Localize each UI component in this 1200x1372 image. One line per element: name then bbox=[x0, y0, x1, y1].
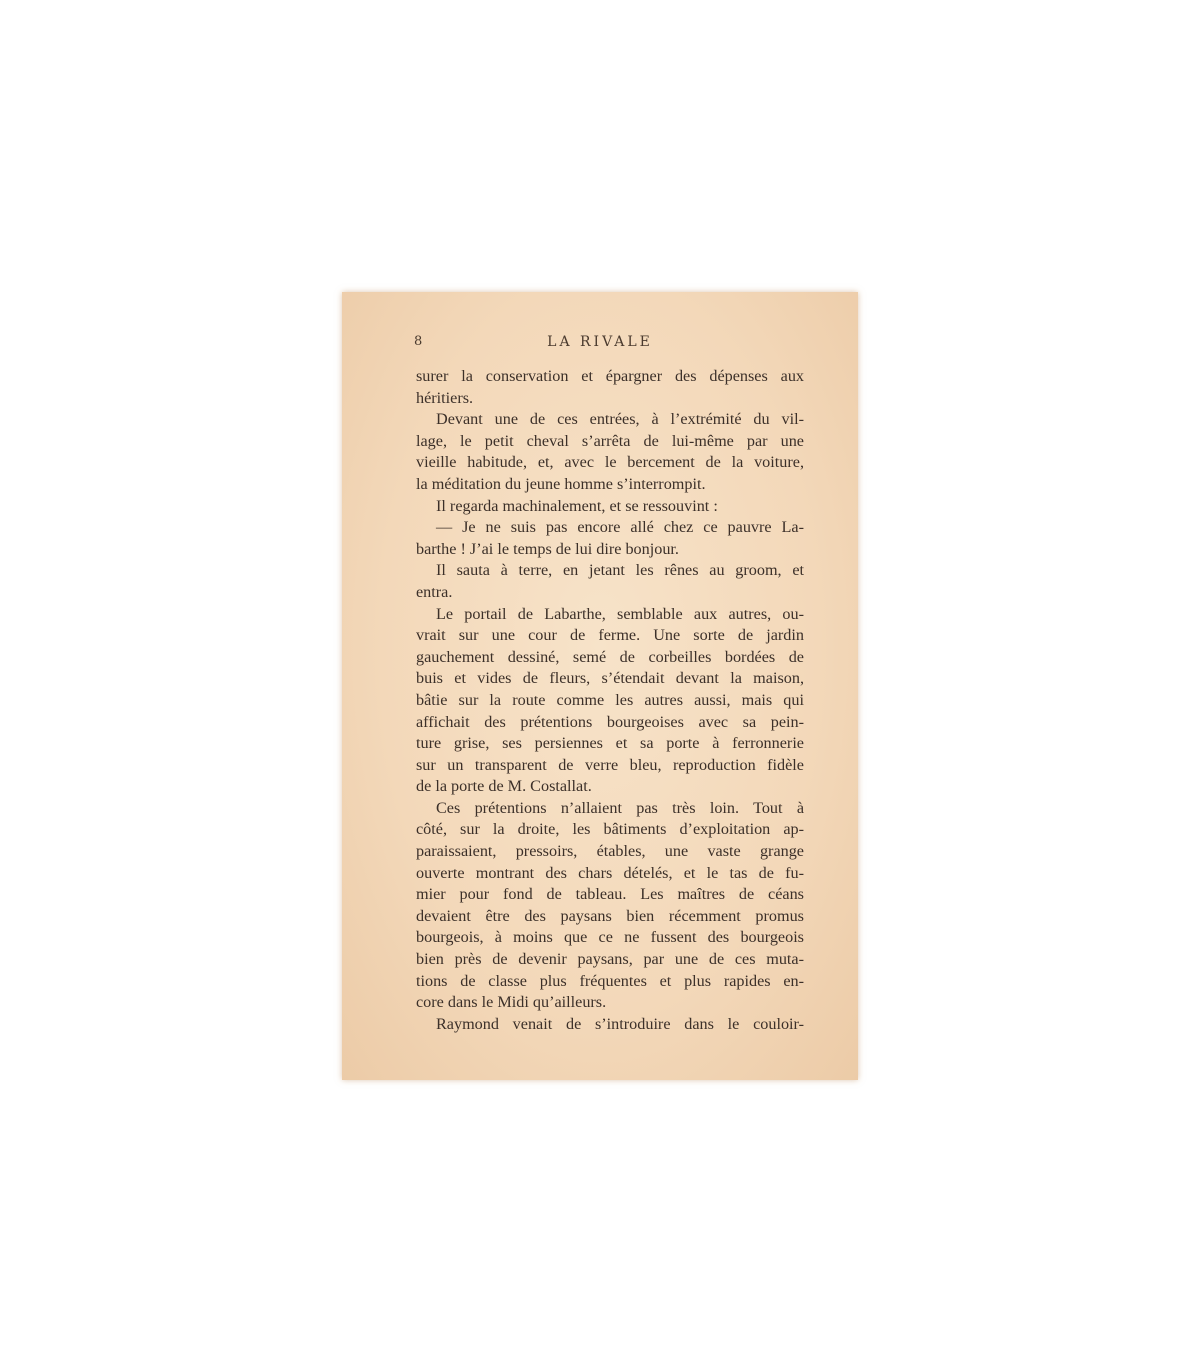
text-line: Devant une de ces entrées, à l’extrémité du vil- bbox=[436, 410, 804, 429]
text-line: de la porte de M. Costallat. bbox=[416, 777, 592, 796]
text-line: Il regarda machinalement, et se ressouvint : bbox=[436, 496, 718, 515]
text-line: bourgeois, à moins que ce ne fussent des bourgeois bbox=[416, 928, 804, 947]
running-title: LA RIVALE bbox=[547, 334, 653, 350]
text-line: bâtie sur la route comme les autres aussi, mais qui bbox=[416, 690, 804, 709]
text-line: buis et vides de fleurs, s’étendait devant la maison, bbox=[416, 669, 804, 688]
page-number: 8 bbox=[414, 334, 423, 349]
text-line: Le portail de Labarthe, semblable aux autres, ou- bbox=[436, 604, 804, 623]
text-line: héritiers. bbox=[416, 388, 474, 407]
book-page bbox=[342, 292, 858, 1080]
text-line: affichait des prétentions bourgeoises avec sa pein- bbox=[416, 712, 804, 731]
text-line: sur un transparent de verre bleu, reproduction fidèle bbox=[416, 755, 804, 774]
page-header bbox=[342, 334, 858, 354]
text-line: devaient être des paysans bien récemment promus bbox=[416, 906, 804, 925]
text-line: Ces prétentions n’allaient pas très loin. Tout à bbox=[436, 798, 804, 817]
text-line: vieille habitude, et, avec le bercement de la voiture, bbox=[416, 453, 804, 472]
text-line: ture grise, ses persiennes et sa porte à ferronnerie bbox=[416, 734, 804, 753]
text-line: core dans le Midi qu’ailleurs. bbox=[416, 993, 607, 1012]
text-line: bien près de devenir paysans, par une de ces muta- bbox=[416, 950, 804, 969]
text-line: entra. bbox=[416, 582, 453, 601]
text-line: Il sauta à terre, en jetant les rênes au groom, et bbox=[436, 561, 804, 580]
text-line: la méditation du jeune homme s’interrompit. bbox=[416, 474, 706, 493]
body-text bbox=[416, 366, 804, 1035]
text-line: — Je ne suis pas encore allé chez ce pauvre La- bbox=[436, 518, 804, 537]
text-line: lage, le petit cheval s’arrêta de lui-même par une bbox=[416, 431, 804, 450]
text-line: paraissaient, pressoirs, étables, une vaste grange bbox=[416, 842, 804, 861]
text-line: mier pour fond de tableau. Les maîtres de céans bbox=[416, 885, 804, 904]
text-line: vrait sur une cour de ferme. Une sorte de jardin bbox=[416, 626, 804, 645]
text-line: côté, sur la droite, les bâtiments d’exploitation ap- bbox=[416, 820, 804, 839]
text-line: gauchement dessiné, semé de corbeilles bordées de bbox=[416, 647, 804, 666]
text-line: surer la conservation et épargner des dépenses aux bbox=[416, 367, 804, 385]
text-line: barthe ! J’ai le temps de lui dire bonjour. bbox=[416, 539, 679, 558]
text-line: Raymond venait de s’introduire dans le couloir- bbox=[436, 1014, 804, 1033]
text-line: tions de classe plus fréquentes et plus rapides en- bbox=[416, 971, 804, 990]
text-line: ouverte montrant des chars dételés, et le tas de fu- bbox=[416, 863, 804, 882]
